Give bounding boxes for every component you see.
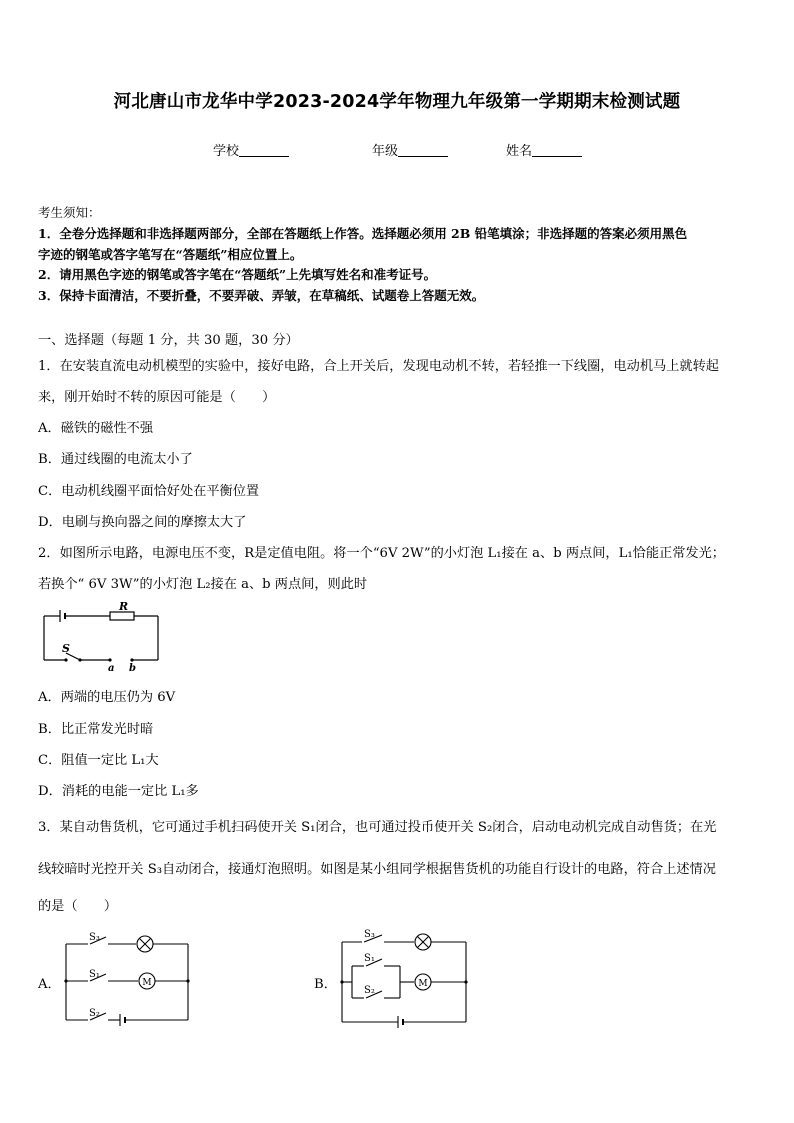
resistor xyxy=(110,612,134,620)
label-r: R xyxy=(119,600,129,613)
school-blank xyxy=(239,142,289,157)
q1-line-2: 来，刚开始时不转的原因可能是（ ） xyxy=(38,390,276,405)
school-label: 学校 xyxy=(213,144,240,159)
q2-circuit-diagram xyxy=(40,600,164,674)
notice-item-2: 2．请用黑色字迹的钢笔或答字笔在“答题纸”上先填写姓名和准考证号。 xyxy=(38,267,437,282)
q3-line-1: 3．某自动售货机，它可通过手机扫码使开关 S₁闭合，也可通过投币使开关 S₂闭合，启动电动机完成自动售货；在光 xyxy=(38,820,717,835)
q2-line-2: 若换个“ 6V 3W”的小灯泡 L₂接在 a、b 两点间，则此时 xyxy=(38,577,368,592)
name-field xyxy=(506,140,582,159)
notice-heading: 考生须知： xyxy=(38,205,101,220)
figa-s1: S₁ xyxy=(89,969,100,980)
q1-line-1: 1．在安装直流电动机模型的实验中，接好电路，合上开关后，发现电动机不转，若轻推一下线圈，电动机马上就转起 xyxy=(38,359,719,374)
q3-option-b-label: B． xyxy=(314,977,337,992)
grade-blank xyxy=(398,142,448,157)
q1-option-c: C．电动机线圈平面恰好处在平衡位置 xyxy=(38,484,260,499)
page-title: 河北唐山市龙华中学2023-2024学年物理九年级第一学期期末检测试题 xyxy=(113,92,681,112)
label-s: S xyxy=(62,642,70,655)
figb-s1: S₁ xyxy=(364,953,375,964)
q3-line-3: 的是（ ） xyxy=(38,899,118,914)
grade-field xyxy=(372,140,448,159)
q3-option-b-circuit xyxy=(336,926,470,1026)
q3-line-2: 线较暗时光控开关 S₃自动闭合，接通灯泡照明。如图是某小组同学根据售货机的功能自行设计的电路，符合上述情况 xyxy=(38,862,716,877)
figb-s2: S₂ xyxy=(364,985,375,996)
q2-option-d: D．消耗的电能一定比 L₁多 xyxy=(38,784,199,799)
label-b: b xyxy=(129,663,136,674)
figb-motor: M xyxy=(418,979,428,989)
q3-option-a-circuit xyxy=(60,928,194,1028)
figa-motor: M xyxy=(142,978,152,988)
figa-s3: S₃ xyxy=(89,932,100,943)
section-heading: 一、选择题（每题 1 分，共 30 题，30 分） xyxy=(38,333,299,348)
q2-option-b: B．比正常发光时暗 xyxy=(38,722,154,737)
q2-line-1: 2．如图所示电路，电源电压不变，R是定值电阻。将一个“6V 2W”的小灯泡 L₁接在 a、b 两点间，L₁恰能正常发光； xyxy=(38,546,725,561)
label-a: a xyxy=(108,663,115,674)
q1-option-b: B．通过线圈的电流太小了 xyxy=(38,452,193,467)
q1-option-d: D．电刷与换向器之间的摩擦太大了 xyxy=(38,515,247,530)
q2-option-a: A．两端的电压仍为 6V xyxy=(38,690,176,705)
notice-item-3: 3．保持卡面清洁，不要折叠，不要弄破、弄皱，在草稿纸、试题卷上答题无效。 xyxy=(38,288,485,303)
figa-s2: S₂ xyxy=(89,1008,100,1019)
figb-s3: S₃ xyxy=(364,929,375,940)
name-blank xyxy=(532,142,582,157)
q2-option-c: C．阻值一定比 L₁大 xyxy=(38,753,159,768)
school-field xyxy=(213,140,289,159)
name-label: 姓名 xyxy=(506,144,533,159)
q3-option-a-label: A． xyxy=(38,977,61,992)
notice-item-1-line-1: 1．全卷分选择题和非选择题两部分，全部在答题纸上作答。选择题必须用 2B 铅笔填涂；非选择题的答案必须用黑色 xyxy=(38,226,688,241)
notice-item-1-line-2: 字迹的钢笔或答字笔写在“答题纸”相应位置上。 xyxy=(38,247,303,262)
q1-option-a: A．磁铁的磁性不强 xyxy=(38,421,154,436)
grade-label: 年级 xyxy=(372,144,399,159)
